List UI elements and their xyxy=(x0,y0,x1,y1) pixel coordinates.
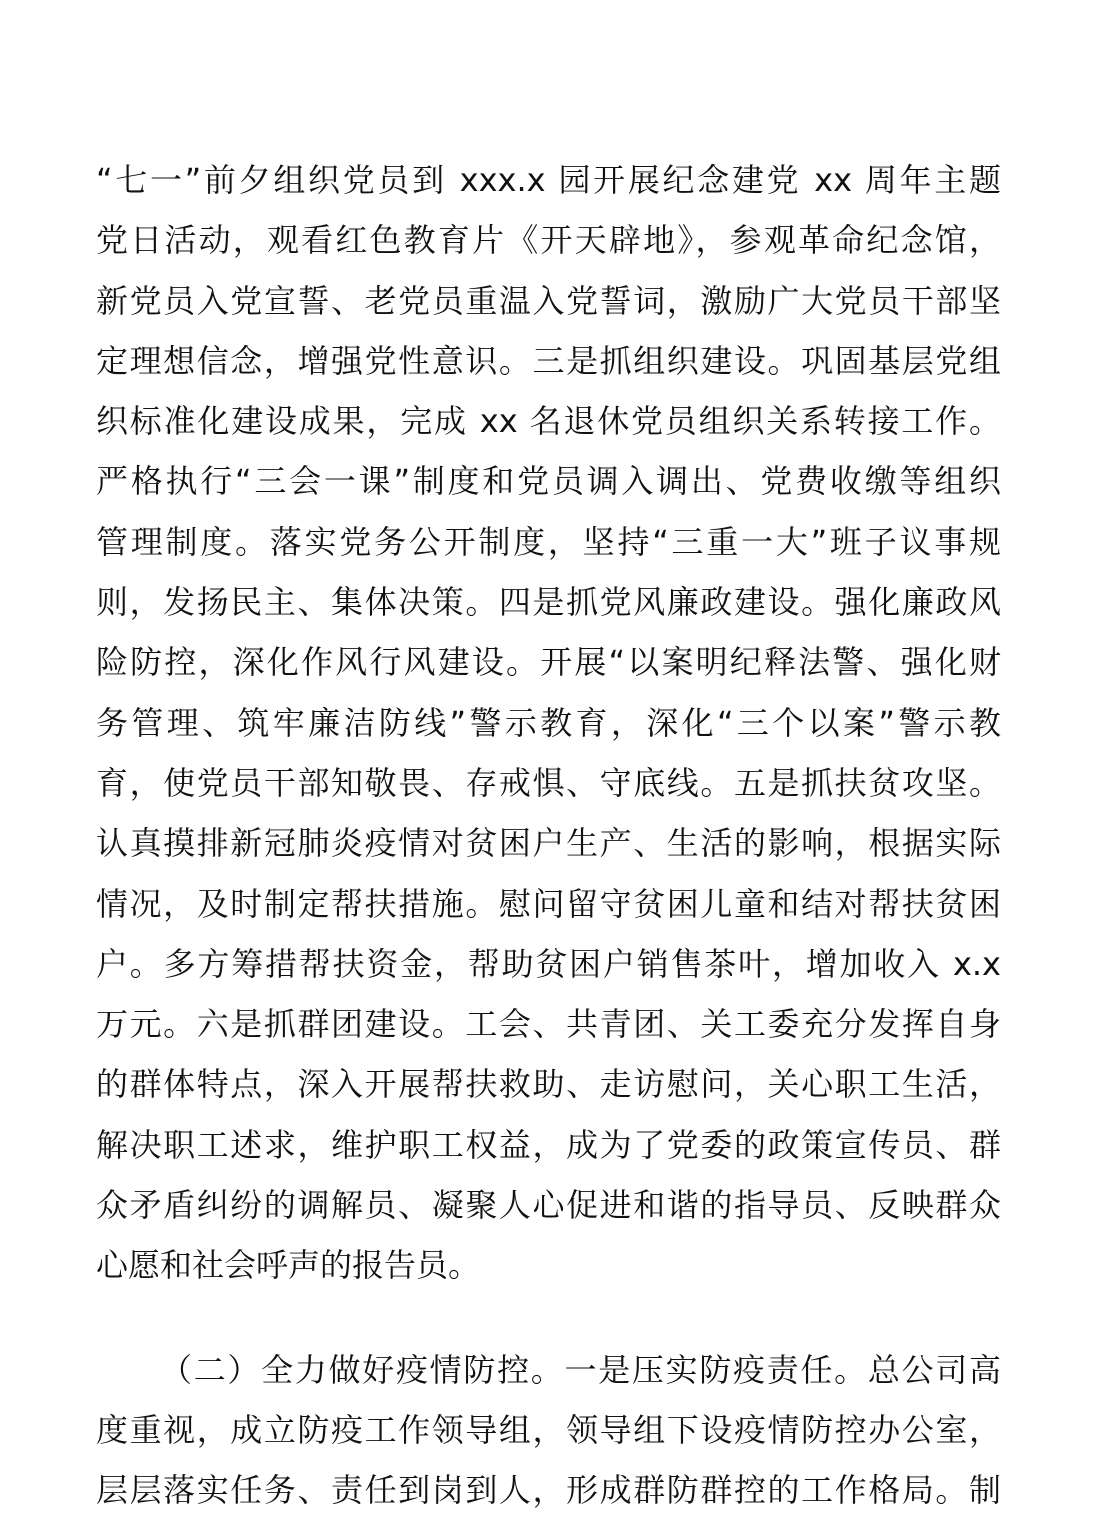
document-page xyxy=(96,150,1001,1521)
text-line: 险防控，深化作风行风建设。开展“以案明纪释法警、强化财 xyxy=(96,643,1001,682)
text-line: 管理制度。落实党务公开制度，坚持“三重一大”班子议事规 xyxy=(96,522,1001,561)
text-line: 万元。六是抓群团建设。工会、共青团、关工委充分发挥自身 xyxy=(96,1005,1001,1044)
text-line: “七一”前夕组织党员到 xxx.x 园开展纪念建党 xx 周年主题 xyxy=(96,161,1001,199)
text-line: 则，发扬民主、集体决策。四是抓党风廉政建设。强化廉政风 xyxy=(96,583,1001,622)
text-line: 层层落实任务、责任到岗到人，形成群防群控的工作格局。制 xyxy=(96,1471,1001,1510)
text-line: 育，使党员干部知敬畏、存戒惧、守底线。五是抓扶贫攻坚。 xyxy=(96,763,1001,802)
section-heading-line: （二）全力做好疫情防控。一是压实防疫责任。总公司高 xyxy=(160,1350,1001,1389)
paragraph-2 xyxy=(96,1340,1001,1521)
text-line: 定理想信念，增强党性意识。三是抓组织建设。巩固基层党组 xyxy=(96,341,1001,380)
text-line: 织标准化建设成果，完成 xx 名退休党员组织关系转接工作。 xyxy=(96,402,1001,441)
text-line: 严格执行“三会一课”制度和党员调入调出、党费收缴等组织 xyxy=(96,462,1001,501)
paragraph-1 xyxy=(96,150,1001,1296)
paragraph-spacer xyxy=(96,1296,1001,1340)
text-line: 情况，及时制定帮扶措施。慰问留守贫困儿童和结对帮扶贫困 xyxy=(96,884,1001,923)
text-line: 务管理、筑牢廉洁防线”警示教育，深化“三个以案”警示教 xyxy=(96,703,1001,742)
text-line: 新党员入党宣誓、老党员重温入党誓词，激励广大党员干部坚 xyxy=(96,281,1001,320)
text-line: 的群体特点，深入开展帮扶救助、走访慰问，关心职工生活， xyxy=(96,1065,1001,1104)
text-line: 党日活动，观看红色教育片《开天辟地》，参观革命纪念馆， xyxy=(96,221,1001,260)
text-line: 户。多方筹措帮扶资金，帮助贫困户销售茶叶，增加收入 x.x xyxy=(96,944,1001,983)
text-line: 度重视，成立防疫工作领导组，领导组下设疫情防控办公室， xyxy=(96,1410,1001,1449)
text-line: 认真摸排新冠肺炎疫情对贫困户生产、生活的影响，根据实际 xyxy=(96,824,1001,863)
text-line: 心愿和社会呼声的报告员。 xyxy=(96,1246,481,1285)
text-line: 众矛盾纠纷的调解员、凝聚人心促进和谐的指导员、反映群众 xyxy=(96,1186,1001,1225)
text-line: 解决职工述求，维护职工权益，成为了党委的政策宣传员、群 xyxy=(96,1125,1001,1164)
